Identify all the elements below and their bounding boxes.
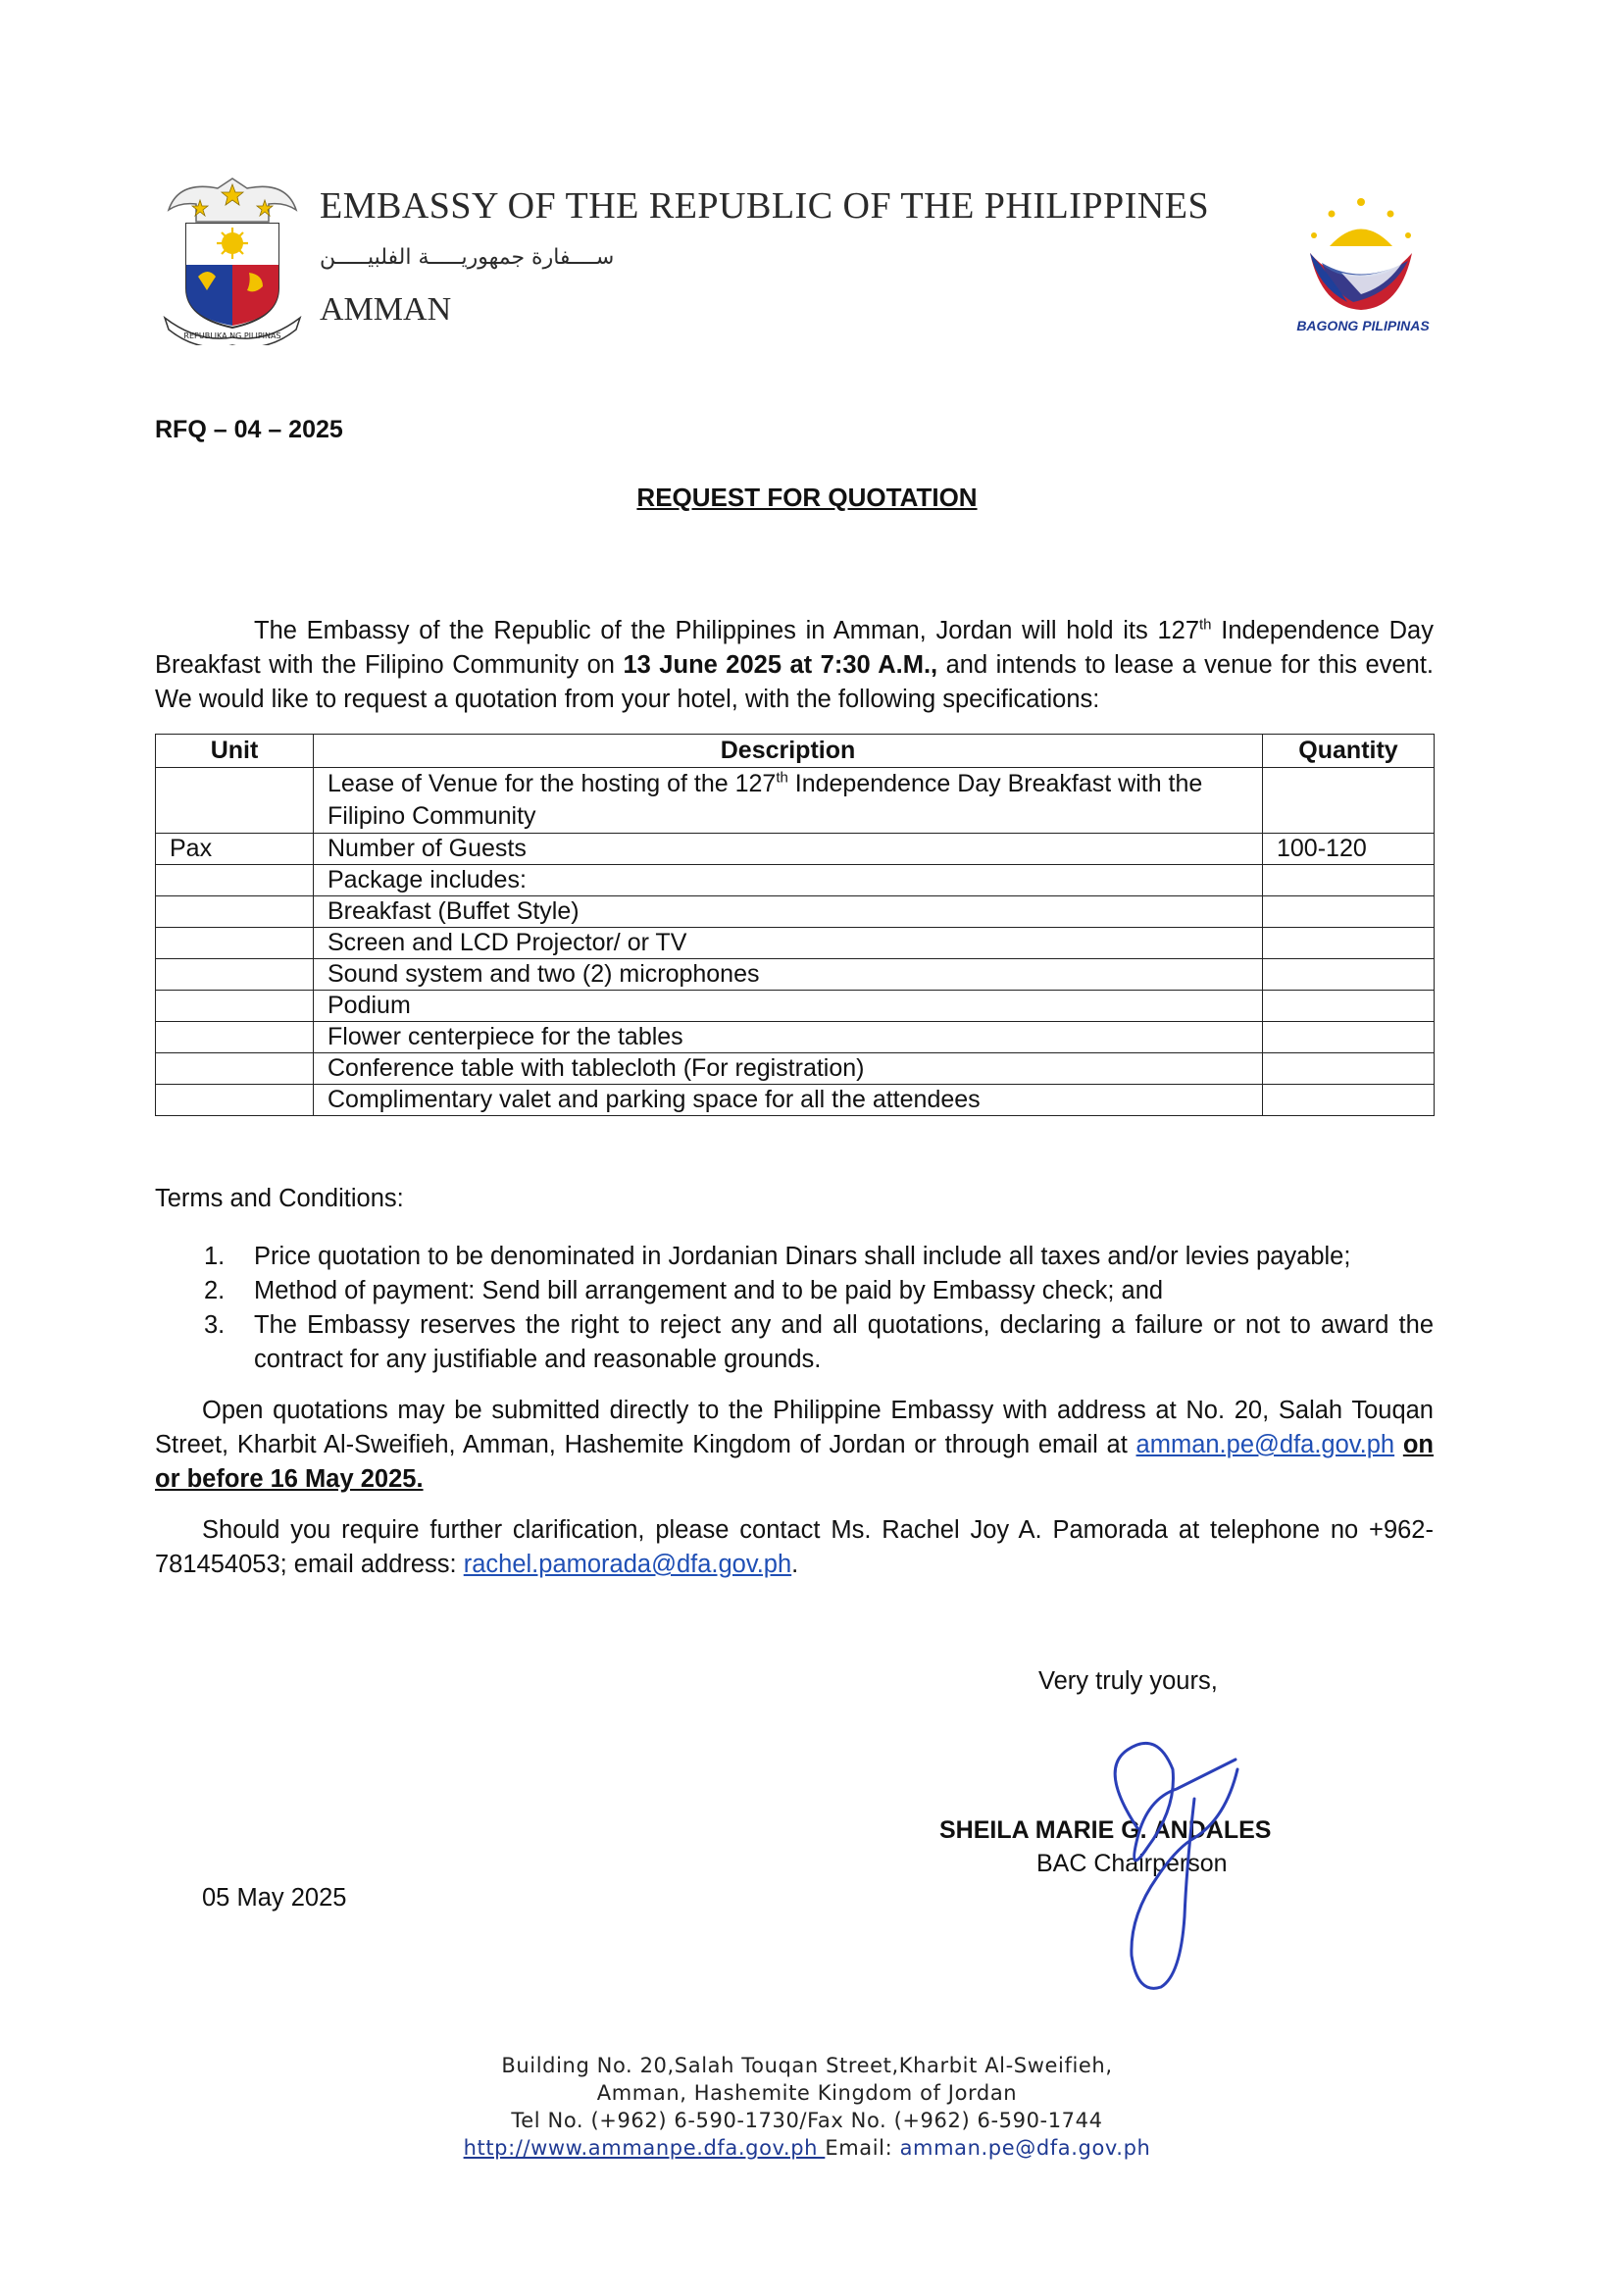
intro-superscript: th [1199, 616, 1212, 634]
table-cell-description: Complimentary valet and parking space for all the attendees [314, 1085, 1263, 1116]
intro-text-3: and intends to lease a venue for this event. We would like to request a quotation from your hotel, with the following specifications: [155, 651, 1434, 713]
table-cell-unit [156, 928, 314, 959]
letterhead-footer [0, 2052, 1614, 2162]
table-cell-quantity [1263, 959, 1435, 991]
table-cell-quantity [1263, 896, 1435, 928]
philippine-coat-of-arms-seal [159, 171, 306, 345]
submission-text: Open quotations may be submitted directly to the Philippine Embassy with address at No. 20, Salah Touqan Street, Kharbit Al-Sweifieh, Amman, Hashemite Kingdom of Jordan or through email at [155, 1397, 1434, 1458]
submission-paragraph [155, 1394, 1434, 1497]
terms-item-text: The Embassy reserves the right to reject any and all quotations, declaring a failure or not to award the contract for any justifiable and reasonable grounds. [254, 1311, 1434, 1373]
svg-text:REPUBLIKA NG PILIPINAS: REPUBLIKA NG PILIPINAS [183, 332, 281, 340]
event-date-time: 13 June 2025 at 7:30 A.M., [623, 651, 938, 679]
footer-phone-fax: Tel No. (+962) 6-590-1730/Fax No. (+962) 6-590-1744 [511, 2109, 1103, 2132]
intro-text-1: The Embassy of the Republic of the Philippines in Amman, Jordan will hold its 127 [254, 617, 1200, 644]
table-cell-quantity [1263, 865, 1435, 896]
footer-email-link[interactable]: amman.pe@dfa.gov.ph [899, 2136, 1151, 2160]
document-title-text: REQUEST FOR QUOTATION [636, 483, 978, 512]
terms-item [155, 1308, 1434, 1377]
table-cell-quantity [1263, 1085, 1435, 1116]
contact-end: . [791, 1551, 799, 1578]
table-row [156, 768, 1435, 834]
table-row [156, 1022, 1435, 1053]
letterhead-embassy-name: EMBASSY OF THE REPUBLIC OF THE PHILIPPINES [320, 185, 1210, 227]
lease-desc-superscript: th [776, 769, 788, 787]
footer-web-email [0, 2134, 1614, 2162]
table-cell-quantity [1263, 928, 1435, 959]
table-cell-description: Screen and LCD Projector/ or TV [314, 928, 1263, 959]
column-header-unit: Unit [156, 735, 314, 768]
bagong-pilipinas-label: BAGONG PILIPINAS [1296, 318, 1430, 333]
table-cell-unit [156, 1022, 314, 1053]
bagong-pilipinas-logo [1292, 192, 1430, 320]
footer-address-line-1: Building No. 20,Salah Touqan Street,Kharbit Al-Sweifieh, [501, 2054, 1113, 2077]
column-header-quantity: Quantity [1263, 735, 1435, 768]
table-cell-quantity [1263, 1022, 1435, 1053]
table-cell-unit [156, 768, 314, 834]
letterhead-city: AMMAN [320, 291, 452, 328]
rfq-reference-number: RFQ – 04 – 2025 [155, 416, 343, 443]
table-cell-unit [156, 1085, 314, 1116]
lease-desc-text-1: Lease of Venue for the hosting of the 127 [328, 770, 777, 797]
table-cell-description: Conference table with tablecloth (For registration) [314, 1053, 1263, 1085]
signatory-role: BAC Chairperson [1036, 1850, 1228, 1877]
footer-website-link[interactable]: http://www.ammanpe.dfa.gov.ph [463, 2136, 826, 2160]
table-cell-quantity [1263, 768, 1435, 834]
terms-item [155, 1274, 1434, 1308]
table-cell-description: Number of Guests [314, 834, 1263, 865]
table-cell-description: Package includes: [314, 865, 1263, 896]
table-cell-quantity [1263, 991, 1435, 1022]
intro-paragraph [155, 614, 1434, 717]
document-title [0, 483, 1614, 513]
terms-heading: Terms and Conditions: [155, 1185, 404, 1212]
document-date: 05 May 2025 [202, 1884, 347, 1912]
contact-paragraph [155, 1513, 1434, 1582]
table-cell-unit [156, 1053, 314, 1085]
column-header-description: Description [314, 735, 1263, 768]
table-cell-unit [156, 865, 314, 896]
footer-email-label: Email: [825, 2136, 893, 2160]
table-row [156, 896, 1435, 928]
terms-item-text: Price quotation to be denominated in Jordanian Dinars shall include all taxes and/or levies payable; [254, 1243, 1351, 1270]
table-cell-description: Flower centerpiece for the tables [314, 1022, 1263, 1053]
lease-desc-text-2: Independence Day Breakfast with the Filipino Community [328, 770, 1203, 830]
submission-deadline: on or before 16 May 2025. [155, 1431, 1434, 1493]
table-row [156, 834, 1435, 865]
intro-text-2: Independence Day Breakfast with the Filipino Community on [155, 617, 1434, 679]
table-cell-description: Podium [314, 991, 1263, 1022]
table-cell-unit [156, 896, 314, 928]
letterhead-arabic-name: ســــفارة جمهوريـــــة الفلبيـــــن [320, 245, 615, 270]
table-row [156, 1053, 1435, 1085]
terms-list [155, 1240, 1434, 1377]
signatory-name: SHEILA MARIE G. ANDALES [939, 1816, 1272, 1844]
handwritten-signature [1079, 1730, 1255, 1995]
contact-email-link[interactable]: rachel.pamorada@dfa.gov.ph [463, 1551, 792, 1578]
table-row [156, 928, 1435, 959]
closing-salutation: Very truly yours, [1038, 1667, 1218, 1695]
table-cell-unit [156, 991, 314, 1022]
table-row [156, 865, 1435, 896]
specifications-table [155, 734, 1435, 1116]
table-header-row [156, 735, 1435, 768]
table-cell-quantity: 100-120 [1263, 834, 1435, 865]
table-row [156, 959, 1435, 991]
terms-item-text: Method of payment: Send bill arrangement and to be paid by Embassy check; and [254, 1277, 1164, 1304]
table-cell-description: Sound system and two (2) microphones [314, 959, 1263, 991]
terms-item-number: 2. [204, 1277, 226, 1304]
terms-item-number: 1. [204, 1243, 226, 1270]
table-row [156, 1085, 1435, 1116]
submission-email-link[interactable]: amman.pe@dfa.gov.ph [1135, 1431, 1395, 1458]
terms-item-number: 3. [204, 1311, 226, 1339]
table-cell-quantity [1263, 1053, 1435, 1085]
contact-text: Should you require further clarification, please contact Ms. Rachel Joy A. Pamorada at telephone no +962-781454053; email address: [155, 1516, 1434, 1578]
table-cell-unit [156, 959, 314, 991]
table-cell-description: Breakfast (Buffet Style) [314, 896, 1263, 928]
table-cell-unit: Pax [156, 834, 314, 865]
table-row [156, 991, 1435, 1022]
terms-item [155, 1240, 1434, 1274]
footer-address-line-2: Amman, Hashemite Kingdom of Jordan [596, 2081, 1018, 2105]
table-cell-description [314, 768, 1263, 834]
